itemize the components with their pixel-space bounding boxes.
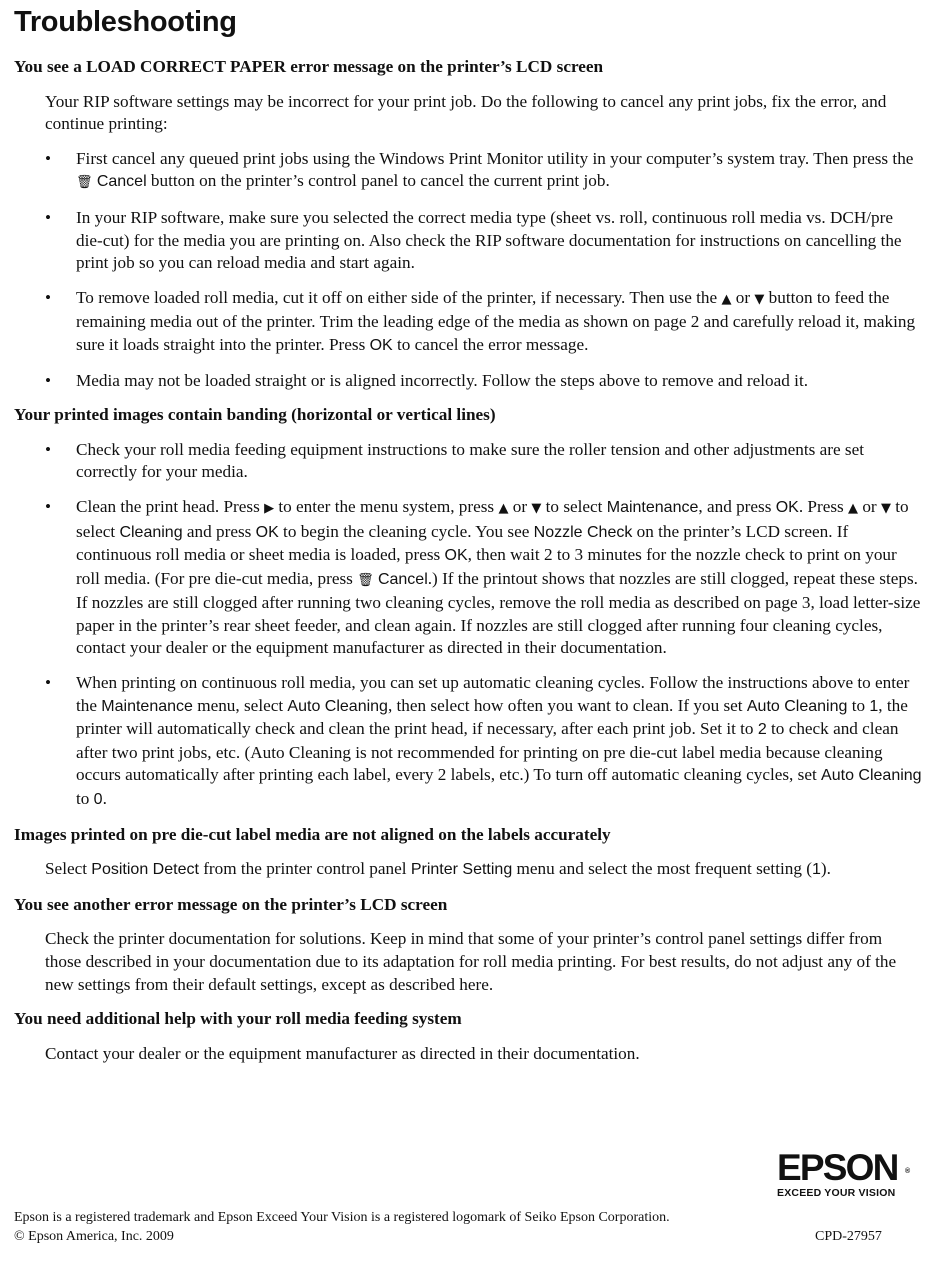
- bullet-list: [14, 439, 922, 812]
- menu-name: Auto Cleaning: [287, 697, 388, 715]
- text: . Press: [798, 496, 849, 516]
- text: To remove loaded roll media, cut it off on either side of the printer, if necessary. Then use the: [76, 287, 722, 307]
- trash-icon: 🗑: [76, 175, 93, 191]
- text: to check and clean after two print jobs, etc. (Auto Cleaning is not recommended for printing on pre die-cut label media because cleaning occurs automatically after printing each label, every 2 labels, etc.) To turn off automatic cleaning cycles, set: [76, 719, 899, 785]
- text: , and press: [698, 496, 776, 516]
- button-name: OK: [369, 336, 393, 354]
- bullet-glyph: •: [45, 673, 52, 693]
- section-banding: [14, 404, 922, 812]
- text: from the printer control panel: [198, 859, 411, 879]
- menu-name: Position Detect: [91, 861, 199, 879]
- up-arrow-icon: ▲: [498, 500, 509, 516]
- text: to enter the menu system, press: [274, 496, 499, 516]
- bullet-list: [14, 148, 922, 392]
- menu-name: Auto Cleaning: [746, 697, 848, 715]
- footer: [14, 1208, 670, 1246]
- bullet-glyph: •: [45, 496, 52, 516]
- setting-value: 1: [869, 697, 879, 715]
- section-additional-help: [14, 1008, 922, 1065]
- text: In your RIP software, make sure you selected the correct media type (sheet vs. roll, continuous roll media vs. DCH/pre die-cut) for the media you are printing on. Also check the RIP software documentation for instructions on cancelling the print job so you can reload media and start again.: [76, 207, 902, 273]
- menu-name: Maintenance: [101, 697, 193, 715]
- copyright: © Epson America, Inc. 2009: [14, 1229, 174, 1244]
- logo-tagline: EXCEED YOUR VISION: [777, 1187, 896, 1199]
- bullet-glyph: •: [45, 439, 52, 459]
- text: Select: [45, 859, 92, 879]
- text: button to feed the remaining media out of the printer. Trim the leading edge of the media as shown on page 2 and carefully reload it, making sure it loads straight into the printer. Press: [76, 287, 916, 354]
- logo-wordmark: EPSON: [777, 1147, 898, 1188]
- text: , then wait 2 to 3 minutes for the nozzle check to print on your roll media. (For pre die-cut media, press: [76, 545, 897, 588]
- bullet-glyph: •: [45, 148, 52, 168]
- button-name: OK: [775, 498, 799, 516]
- section-heading: Your printed images contain banding (horizontal or vertical lines): [14, 405, 496, 425]
- down-arrow-icon: ▼: [531, 500, 542, 516]
- up-arrow-icon: ▲: [848, 500, 859, 516]
- section-other-error: [14, 894, 922, 996]
- section-heading: You need additional help with your roll media feeding system: [14, 1009, 462, 1029]
- menu-name: Printer Setting: [410, 861, 513, 879]
- text: and press: [182, 521, 256, 541]
- button-name: Cancel: [96, 173, 147, 191]
- bullet-glyph: •: [45, 287, 52, 307]
- text: to begin the cleaning cycle. You see: [278, 521, 534, 541]
- trash-icon: 🗑: [357, 572, 374, 588]
- text: to cancel the error message.: [392, 334, 589, 354]
- section-heading: You see another error message on the printer’s LCD screen: [14, 894, 448, 914]
- section-heading: You see a LOAD CORRECT PAPER error message on the printer’s LCD screen: [14, 57, 604, 76]
- text: First cancel any queued print jobs using the Windows Print Monitor utility in your computer’s system tray. Then press the: [76, 148, 914, 168]
- setting-value: 0: [93, 791, 103, 809]
- text: Clean the print head. Press: [76, 496, 265, 516]
- text: menu, select: [192, 695, 288, 715]
- setting-value: 1: [811, 861, 821, 879]
- text: Media may not be loaded straight or is aligned incorrectly. Follow the steps above to remove and reload it.: [76, 370, 809, 390]
- text: to: [76, 789, 94, 809]
- list-item: [14, 672, 922, 812]
- button-name: OK: [255, 523, 279, 541]
- section-load-correct-paper: [14, 56, 922, 392]
- text: or: [731, 287, 755, 307]
- text: .) If the printout shows that nozzles are still clogged, repeat these steps. If nozzles are still clogged after running two cleaning cycles, remove the roll media as described on page 3, load letter-size paper in the printer’s rear sheet feeder, and clean again. If nozzles are still clogged after running four cleaning cycles, contact your dealer or the equipment manufacturer as directed in their documentation.: [76, 568, 921, 658]
- button-name: OK: [444, 547, 468, 565]
- bullet-glyph: •: [45, 207, 52, 227]
- lcd-message: Nozzle Check: [533, 523, 633, 541]
- text: to: [847, 695, 870, 715]
- down-arrow-icon: ▼: [880, 500, 891, 516]
- list-item: [14, 207, 922, 275]
- text: When printing on continuous roll media, you can set up automatic cleaning cycles. Follow the instructions above to enter the: [76, 673, 910, 715]
- down-arrow-icon: ▼: [754, 291, 765, 307]
- setting-value: 2: [757, 721, 767, 739]
- registered-mark: ®: [905, 1168, 909, 1175]
- text: , the printer will automatically check and clean the print head, if necessary, after each print job. Set it to: [76, 695, 908, 739]
- text: , then select how often you want to clean. If you set: [387, 695, 747, 715]
- epson-logo: [777, 1147, 911, 1200]
- button-name: Cancel: [377, 570, 428, 588]
- page-title: Troubleshooting: [14, 6, 237, 38]
- list-item: [14, 370, 922, 393]
- section-intro: Your RIP software settings may be incorrect for your print job. Do the following to cancel any print jobs, fix the error, and continue printing:: [45, 91, 887, 134]
- section-heading: Images printed on pre die-cut label media are not aligned on the labels accurately: [14, 824, 611, 844]
- list-item: [14, 287, 922, 358]
- text: on the printer’s LCD screen. If continuous roll media or sheet media is loaded, press: [76, 521, 849, 565]
- text: ).: [820, 859, 831, 879]
- text: to select: [76, 496, 909, 541]
- text: button on the printer’s control panel to cancel the current print job.: [146, 171, 610, 191]
- text: or: [508, 496, 532, 516]
- section-body: [45, 858, 922, 882]
- section-label-alignment: [14, 824, 922, 882]
- trademark-notice: Epson is a registered trademark and Epson Exceed Your Vision is a registered logomark of Seiko Epson Corporation.: [14, 1210, 670, 1225]
- menu-name: Auto Cleaning: [821, 767, 922, 785]
- section-body: Contact your dealer or the equipment manufacturer as directed in their documentation.: [45, 1043, 640, 1063]
- text: menu and select the most frequent setting (: [512, 859, 812, 879]
- list-item: [14, 496, 922, 660]
- list-item: [14, 148, 922, 195]
- text: Check your roll media feeding equipment instructions to make sure the roller tension and other adjustments are set correctly for your media.: [76, 439, 865, 482]
- text: or: [858, 496, 881, 516]
- text: .: [102, 789, 107, 809]
- bullet-glyph: •: [45, 370, 52, 390]
- list-item: [14, 439, 922, 484]
- right-arrow-icon: ▶: [264, 500, 275, 516]
- menu-name: Maintenance: [606, 498, 699, 516]
- section-body: Check the printer documentation for solutions. Keep in mind that some of your printer’s control panel settings differ from those described in your documentation due to its adaptation for roll media printing. For best results, do not adjust any of the new settings from their default settings, except as described here.: [45, 929, 897, 994]
- content: [14, 56, 922, 1077]
- text: to select: [541, 496, 607, 516]
- document-code: CPD-27957: [815, 1229, 882, 1244]
- up-arrow-icon: ▲: [721, 291, 732, 307]
- menu-name: Cleaning: [119, 523, 183, 541]
